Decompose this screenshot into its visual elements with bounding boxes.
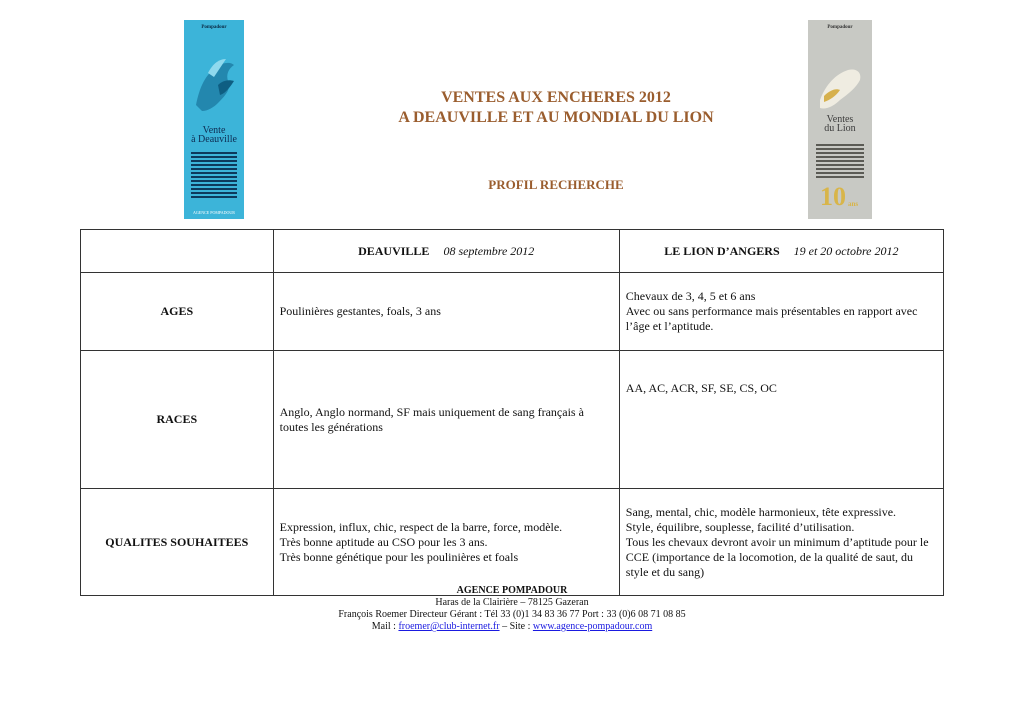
cell-text: Très bonne génétique pour les poulinières et foals: [279, 549, 519, 564]
cell-text: Avec ou sans performance mais présentables en rapport avec l’âge et l’aptitude.: [625, 304, 918, 333]
poster-title: [184, 126, 244, 144]
agency-name: AGENCE POMPADOUR: [456, 585, 568, 596]
horse-illustration-icon: [810, 60, 868, 120]
cell-text: Poulinières gestantes, foals, 3 ans: [279, 304, 441, 318]
deauville-sale-poster: [184, 20, 244, 219]
lion-sale-poster: [808, 20, 872, 219]
agency-footer: [200, 585, 824, 633]
agency-address: Haras de la Clairière – 78125 Gazeran: [435, 597, 589, 608]
lion-header: [619, 230, 943, 273]
poster-top-logo: Pompadour: [827, 25, 853, 30]
poster-title-line2: du Lion: [824, 123, 856, 134]
deauville-date: 08 septembre 2012: [443, 243, 535, 258]
row-label: AGES: [81, 273, 274, 351]
cell-text: Anglo, Anglo normand, SF mais uniquement de sang français à toutes les générations: [279, 404, 584, 434]
horse-illustration-icon: [188, 55, 240, 115]
poster-top-logo: Pompadour: [201, 25, 227, 30]
profile-table: [80, 229, 944, 596]
anniversary-number: 10: [820, 182, 846, 211]
deauville-cell: [273, 489, 619, 596]
deauville-cell: [273, 351, 619, 489]
email-link[interactable]: froemer@club-internet.fr: [398, 621, 500, 632]
poster-text-lines: [188, 150, 240, 200]
cell-text: AA, AC, ACR, SF, SE, CS, OC: [625, 381, 777, 395]
document-title-line2: A DEAUVILLE ET AU MONDIAL DU LION: [398, 109, 714, 126]
cell-text: Expression, influx, chic, respect de la barre, force, modèle.: [279, 519, 563, 534]
table-row: [81, 489, 944, 596]
poster-title-line1: Vente: [202, 125, 226, 136]
anniversary-label: ans: [848, 200, 859, 208]
row-label: RACES: [81, 351, 274, 489]
table-row: [81, 273, 944, 351]
table-header-row: [81, 230, 944, 273]
poster-title-line1: Ventes: [826, 114, 854, 125]
deauville-cell: [273, 273, 619, 351]
table-row: [81, 351, 944, 489]
agency-links: [200, 621, 824, 633]
document-title-line1: VENTES AUX ENCHERES 2012: [441, 89, 671, 106]
deauville-place: DEAUVILLE: [358, 243, 430, 258]
cell-text: Tous les chevaux devront avoir un minimum d’aptitude pour le CCE (importance de la locomotion, de la qualité de saut, du style et du sang): [625, 534, 929, 579]
site-label: – Site :: [499, 621, 533, 632]
cell-text: Chevaux de 3, 4, 5 et 6 ans: [625, 289, 756, 303]
website-link[interactable]: www.agence-pompadour.com: [532, 621, 653, 632]
empty-header-cell: [81, 230, 274, 273]
lion-place: LE LION D’ANGERS: [664, 243, 780, 258]
document-subtitle: PROFIL RECHERCHE: [488, 177, 624, 192]
cell-text: Très bonne aptitude au CSO pour les 3 ans.: [279, 534, 488, 549]
poster-title-line2: à Deauville: [191, 134, 237, 145]
cell-text: Style, équilibre, souplesse, facilité d’utilisation.: [625, 519, 855, 534]
poster-title: [808, 115, 872, 133]
cell-text: Sang, mental, chic, modèle harmonieux, tête expressive.: [625, 504, 897, 519]
poster-footer: AGENCE POMPADOUR: [193, 210, 235, 215]
poster-text-lines: [814, 142, 866, 180]
mail-label: Mail :: [371, 621, 399, 632]
agency-contact: François Roemer Directeur Gérant : Tél 33 (0)1 34 83 36 77 Port : 33 (0)6 08 71 08 85: [338, 609, 686, 620]
lion-cell: [619, 273, 943, 351]
deauville-header: [273, 230, 619, 273]
lion-cell: [619, 351, 943, 489]
lion-date: 19 et 20 octobre 2012: [793, 243, 899, 258]
lion-cell: [619, 489, 943, 596]
row-label: QUALITES SOUHAITEES: [81, 489, 274, 596]
